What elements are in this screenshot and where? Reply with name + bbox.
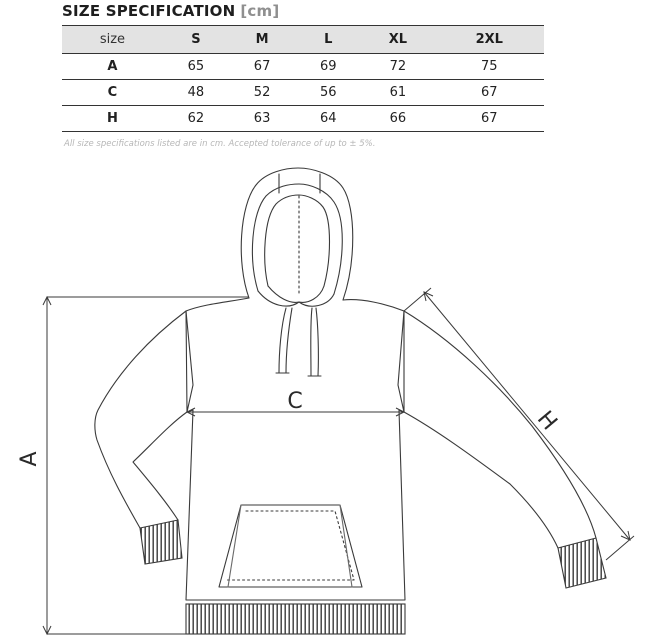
- table-cell: 67: [480, 111, 498, 126]
- table-cell: 66: [389, 111, 407, 126]
- row-label: C: [107, 85, 118, 100]
- table-cell: 75: [480, 59, 498, 74]
- table-cell: 61: [389, 85, 407, 100]
- h-top-extension: [404, 288, 431, 311]
- ribbing: [140, 520, 606, 634]
- table-header-cell: XL: [388, 32, 408, 47]
- left-cuff: [140, 520, 182, 564]
- table-cell: 64: [319, 111, 337, 126]
- table-cell: 69: [319, 59, 337, 74]
- size-table: [62, 25, 544, 132]
- table-header-cell: size: [99, 32, 126, 47]
- table-header-cell: 2XL: [475, 32, 503, 47]
- measurement-lines: [43, 288, 634, 634]
- table-cell: 65: [187, 59, 205, 74]
- table-cell: 72: [389, 59, 407, 74]
- spec-title-text: SIZE SPECIFICATION: [62, 2, 236, 20]
- table-cell: 62: [187, 111, 205, 126]
- label-h: H: [531, 406, 562, 436]
- spec-title: [62, 2, 279, 20]
- table-row: [62, 54, 544, 80]
- table-header-cell: M: [255, 32, 269, 47]
- table-cell: 63: [253, 111, 271, 126]
- row-label: A: [107, 59, 118, 74]
- table-row: [62, 106, 544, 132]
- spec-title-unit: [cm]: [240, 2, 280, 20]
- waist-hem: [186, 604, 405, 634]
- table-header-row: [62, 26, 544, 54]
- hoodie-diagram: [0, 160, 650, 642]
- table-cell: 56: [319, 85, 337, 100]
- row-label: H: [106, 111, 118, 126]
- table-row: [62, 80, 544, 106]
- table-cell: 48: [187, 85, 205, 100]
- table-cell: 67: [480, 85, 498, 100]
- label-c: C: [287, 389, 303, 414]
- label-a: A: [17, 451, 42, 467]
- right-cuff: [558, 538, 606, 588]
- table-header-cell: L: [324, 32, 333, 47]
- table-cell: 67: [253, 59, 271, 74]
- tolerance-note: All size specifications listed are in cm. Accepted tolerance of up to ± 5%.: [64, 139, 376, 149]
- table-header-cell: S: [191, 32, 201, 47]
- table-cell: 52: [253, 85, 271, 100]
